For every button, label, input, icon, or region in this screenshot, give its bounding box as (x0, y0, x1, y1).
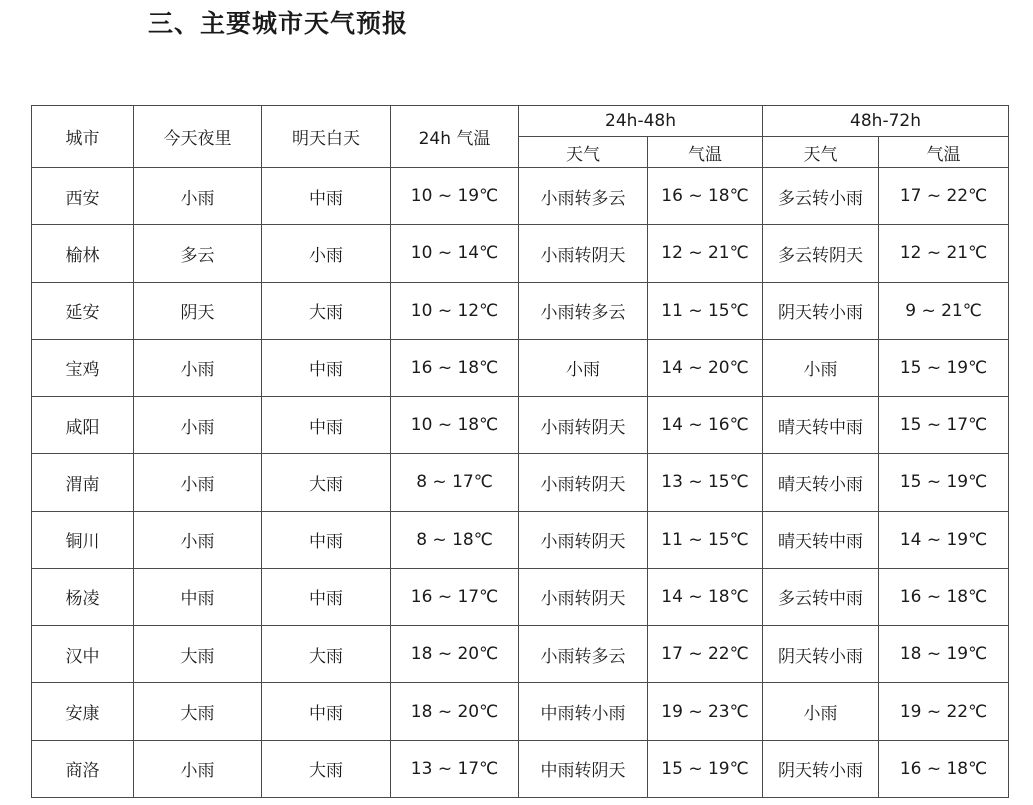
table-row (32, 168, 1009, 225)
cell-tonight: 小雨 (134, 454, 262, 511)
cell-city: 延安 (32, 282, 134, 339)
cell-temp-24h: 16 ~ 18℃ (391, 339, 519, 396)
table-header (32, 106, 1009, 168)
cell-weather-48: 小雨转多云 (519, 282, 648, 339)
cell-tonight: 大雨 (134, 683, 262, 740)
cell-tonight: 多云 (134, 225, 262, 282)
cell-temp-24h: 10 ~ 18℃ (391, 397, 519, 454)
header-weather-48: 天气 (519, 137, 648, 168)
cell-tonight: 小雨 (134, 339, 262, 396)
cell-weather-48: 中雨转阴天 (519, 740, 648, 797)
header-period-48-72: 48h-72h (763, 106, 1009, 137)
cell-tomorrow-day: 中雨 (262, 339, 391, 396)
cell-weather-48: 中雨转小雨 (519, 683, 648, 740)
table-row (32, 740, 1009, 797)
cell-temp-72: 14 ~ 19℃ (879, 511, 1009, 568)
cell-weather-48: 小雨转阴天 (519, 454, 648, 511)
cell-weather-48: 小雨转多云 (519, 168, 648, 225)
cell-weather-72: 多云转阴天 (763, 225, 879, 282)
header-temp-72: 气温 (879, 137, 1009, 168)
cell-temp-24h: 18 ~ 20℃ (391, 626, 519, 683)
cell-temp-72: 9 ~ 21℃ (879, 282, 1009, 339)
cell-temp-48: 19 ~ 23℃ (648, 683, 763, 740)
table-row (32, 511, 1009, 568)
table-row (32, 339, 1009, 396)
cell-temp-72: 16 ~ 18℃ (879, 740, 1009, 797)
table-row (32, 225, 1009, 282)
cell-tonight: 小雨 (134, 740, 262, 797)
cell-tonight: 大雨 (134, 626, 262, 683)
cell-weather-72: 晴天转中雨 (763, 397, 879, 454)
cell-temp-24h: 8 ~ 17℃ (391, 454, 519, 511)
header-tonight: 今天夜里 (134, 106, 262, 168)
table-row (32, 568, 1009, 625)
cell-weather-48: 小雨 (519, 339, 648, 396)
table-body (32, 168, 1009, 798)
cell-city: 汉中 (32, 626, 134, 683)
cell-temp-72: 15 ~ 19℃ (879, 339, 1009, 396)
cell-temp-48: 13 ~ 15℃ (648, 454, 763, 511)
cell-city: 杨凌 (32, 568, 134, 625)
cell-temp-72: 16 ~ 18℃ (879, 568, 1009, 625)
cell-temp-72: 17 ~ 22℃ (879, 168, 1009, 225)
cell-tomorrow-day: 中雨 (262, 511, 391, 568)
cell-temp-48: 17 ~ 22℃ (648, 626, 763, 683)
cell-weather-48: 小雨转阴天 (519, 397, 648, 454)
cell-tomorrow-day: 大雨 (262, 454, 391, 511)
cell-temp-24h: 18 ~ 20℃ (391, 683, 519, 740)
forecast-table (31, 105, 1009, 798)
cell-temp-72: 19 ~ 22℃ (879, 683, 1009, 740)
cell-temp-72: 15 ~ 19℃ (879, 454, 1009, 511)
cell-temp-48: 15 ~ 19℃ (648, 740, 763, 797)
cell-temp-24h: 8 ~ 18℃ (391, 511, 519, 568)
cell-tonight: 小雨 (134, 511, 262, 568)
cell-tomorrow-day: 中雨 (262, 168, 391, 225)
cell-weather-72: 小雨 (763, 339, 879, 396)
cell-tomorrow-day: 中雨 (262, 397, 391, 454)
cell-tomorrow-day: 大雨 (262, 282, 391, 339)
table-row (32, 282, 1009, 339)
cell-tonight: 阴天 (134, 282, 262, 339)
cell-weather-72: 阴天转小雨 (763, 282, 879, 339)
header-temp-48: 气温 (648, 137, 763, 168)
cell-tomorrow-day: 中雨 (262, 568, 391, 625)
cell-city: 渭南 (32, 454, 134, 511)
cell-temp-24h: 13 ~ 17℃ (391, 740, 519, 797)
cell-weather-48: 小雨转阴天 (519, 511, 648, 568)
table-row (32, 397, 1009, 454)
cell-weather-48: 小雨转阴天 (519, 225, 648, 282)
cell-weather-72: 晴天转中雨 (763, 511, 879, 568)
cell-city: 榆林 (32, 225, 134, 282)
cell-weather-72: 多云转小雨 (763, 168, 879, 225)
header-weather-72: 天气 (763, 137, 879, 168)
cell-tomorrow-day: 中雨 (262, 683, 391, 740)
cell-weather-72: 晴天转小雨 (763, 454, 879, 511)
cell-temp-72: 12 ~ 21℃ (879, 225, 1009, 282)
cell-temp-24h: 10 ~ 12℃ (391, 282, 519, 339)
cell-temp-48: 11 ~ 15℃ (648, 511, 763, 568)
header-temp-24h: 24h 气温 (391, 106, 519, 168)
table-row (32, 454, 1009, 511)
cell-city: 铜川 (32, 511, 134, 568)
cell-tomorrow-day: 小雨 (262, 225, 391, 282)
table-row (32, 683, 1009, 740)
cell-temp-24h: 10 ~ 19℃ (391, 168, 519, 225)
cell-city: 西安 (32, 168, 134, 225)
cell-tomorrow-day: 大雨 (262, 626, 391, 683)
header-period-24-48: 24h-48h (519, 106, 763, 137)
cell-tonight: 小雨 (134, 168, 262, 225)
cell-tonight: 小雨 (134, 397, 262, 454)
cell-temp-48: 12 ~ 21℃ (648, 225, 763, 282)
cell-temp-48: 14 ~ 16℃ (648, 397, 763, 454)
cell-weather-72: 阴天转小雨 (763, 626, 879, 683)
cell-city: 咸阳 (32, 397, 134, 454)
page-title: 三、主要城市天气预报 (148, 9, 409, 38)
cell-city: 宝鸡 (32, 339, 134, 396)
cell-city: 商洛 (32, 740, 134, 797)
cell-weather-72: 小雨 (763, 683, 879, 740)
cell-tonight: 中雨 (134, 568, 262, 625)
cell-weather-48: 小雨转阴天 (519, 568, 648, 625)
header-tomorrow-day: 明天白天 (262, 106, 391, 168)
cell-city: 安康 (32, 683, 134, 740)
cell-temp-48: 16 ~ 18℃ (648, 168, 763, 225)
cell-temp-24h: 10 ~ 14℃ (391, 225, 519, 282)
cell-weather-72: 多云转中雨 (763, 568, 879, 625)
cell-weather-72: 阴天转小雨 (763, 740, 879, 797)
cell-temp-48: 14 ~ 20℃ (648, 339, 763, 396)
cell-tomorrow-day: 大雨 (262, 740, 391, 797)
cell-temp-48: 14 ~ 18℃ (648, 568, 763, 625)
header-row-top (32, 106, 1009, 137)
table-row (32, 626, 1009, 683)
cell-temp-48: 11 ~ 15℃ (648, 282, 763, 339)
cell-temp-72: 18 ~ 19℃ (879, 626, 1009, 683)
cell-temp-72: 15 ~ 17℃ (879, 397, 1009, 454)
cell-weather-48: 小雨转多云 (519, 626, 648, 683)
header-city: 城市 (32, 106, 134, 168)
cell-temp-24h: 16 ~ 17℃ (391, 568, 519, 625)
